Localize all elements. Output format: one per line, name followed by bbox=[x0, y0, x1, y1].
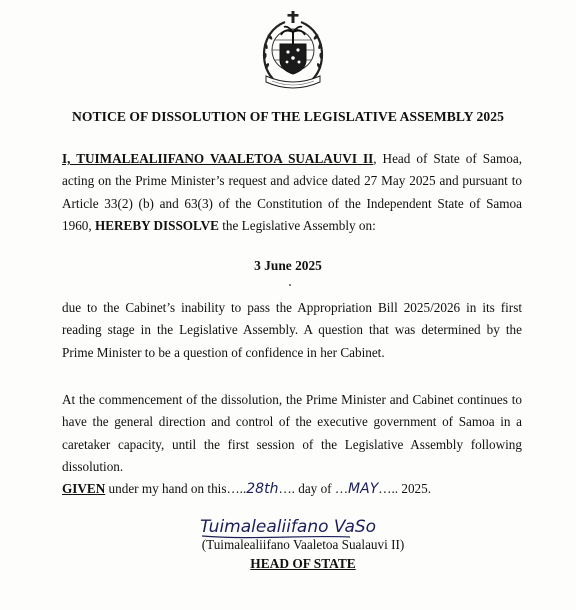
given-day: 28th bbox=[246, 481, 279, 497]
head-of-state-name: I, TUIMALEALIIFANO VAALETOA SUALAUVI II bbox=[62, 151, 374, 166]
intro-end-text: the Legislative Assembly on: bbox=[218, 218, 376, 234]
given-text-2: …. day of … bbox=[278, 481, 349, 496]
reason-paragraph: due to the Cabinet’s inability to pass the Appropriation Bill 2025/2026 in its first reading stage in the Legislative Assembly. A question that was determined by the Prime Minister to be a question of confidence in her Cabinet. bbox=[62, 300, 522, 360]
hereby-dissolve: HEREBY DISSOLVE bbox=[94, 218, 219, 234]
given-month: MAY bbox=[348, 481, 379, 497]
samoa-coat-of-arms-icon bbox=[258, 10, 328, 92]
given-text-3: ….. 2025. bbox=[378, 481, 432, 496]
signatory-title: HEAD OF STATE bbox=[250, 556, 356, 571]
notice-title: NOTICE OF DISSOLUTION OF THE LEGISLATIVE ASSEMBLY 2025 bbox=[72, 109, 504, 124]
given-line bbox=[62, 481, 431, 497]
given-label: GIVEN bbox=[62, 481, 106, 496]
commencement-paragraph: At the commencement of the dissolution, the Prime Minister and Cabinet continues to have the general direction and control of the executive government of Samoa in a caretaker capacity, until the first session of the Legislative Assembly following dissolution. bbox=[62, 392, 522, 475]
stray-dot bbox=[289, 284, 291, 286]
intro-paragraph bbox=[62, 148, 522, 238]
given-text-1: under my hand on this….. bbox=[105, 481, 247, 496]
signature-script: Tuimalealiifano VaSo bbox=[200, 517, 377, 537]
signatory-name: (Tuimalealiifano Vaaletoa Sualauvi II) bbox=[201, 537, 405, 552]
intro-text: , Head of State of Samoa, acting on the Prime Minister’s request and advice dated 27 May 2025 and pursuant to Article 33(2) (b) and 63(3) of the Constitution of the Independent State of Samoa 1960, bbox=[62, 151, 522, 234]
dissolution-date: 3 June 2025 bbox=[254, 258, 322, 273]
